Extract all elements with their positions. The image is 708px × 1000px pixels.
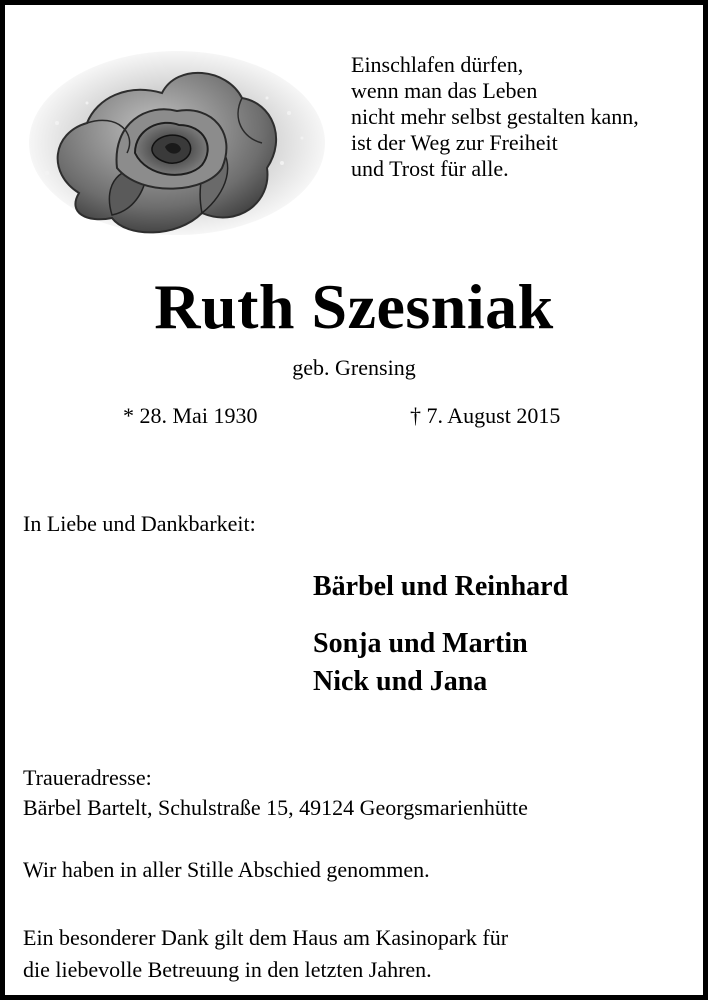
poem — [351, 52, 706, 182]
poem-line: Einschlafen dürfen, — [351, 52, 524, 77]
thanks-line: Ein besonderer Dank gilt dem Haus am Kasinopark für — [23, 925, 509, 950]
maiden-name: geb. Grensing — [292, 355, 416, 380]
poem-line: nicht mehr selbst gestalten kann, — [351, 104, 639, 129]
address-value: Bärbel Bartelt, Schulstraße 15, 49124 Georgsmarienhütte — [23, 795, 528, 820]
poem-line: ist der Weg zur Freiheit — [351, 130, 558, 155]
rose-image — [27, 43, 327, 243]
mourner-name: Nick und Jana — [313, 666, 488, 697]
death-date: † 7. August 2015 — [410, 403, 561, 428]
birth-date: * 28. Mai 1930 — [123, 403, 258, 428]
thanks-line: die liebevolle Betreuung in den letzten Jahren. — [23, 957, 432, 982]
poem-line: und Trost für alle. — [351, 156, 509, 181]
mourner-name: Bärbel und Reinhard — [313, 571, 569, 602]
dedication-line: In Liebe und Dankbarkeit: — [23, 511, 256, 536]
poem-line: wenn man das Leben — [351, 78, 538, 103]
deceased-name: Ruth Szesniak — [154, 271, 554, 342]
address-label: Traueradresse: — [23, 765, 152, 790]
mourner-name: Sonja und Martin — [313, 628, 528, 659]
farewell-notice: Wir haben in aller Stille Abschied genommen. — [23, 857, 430, 882]
